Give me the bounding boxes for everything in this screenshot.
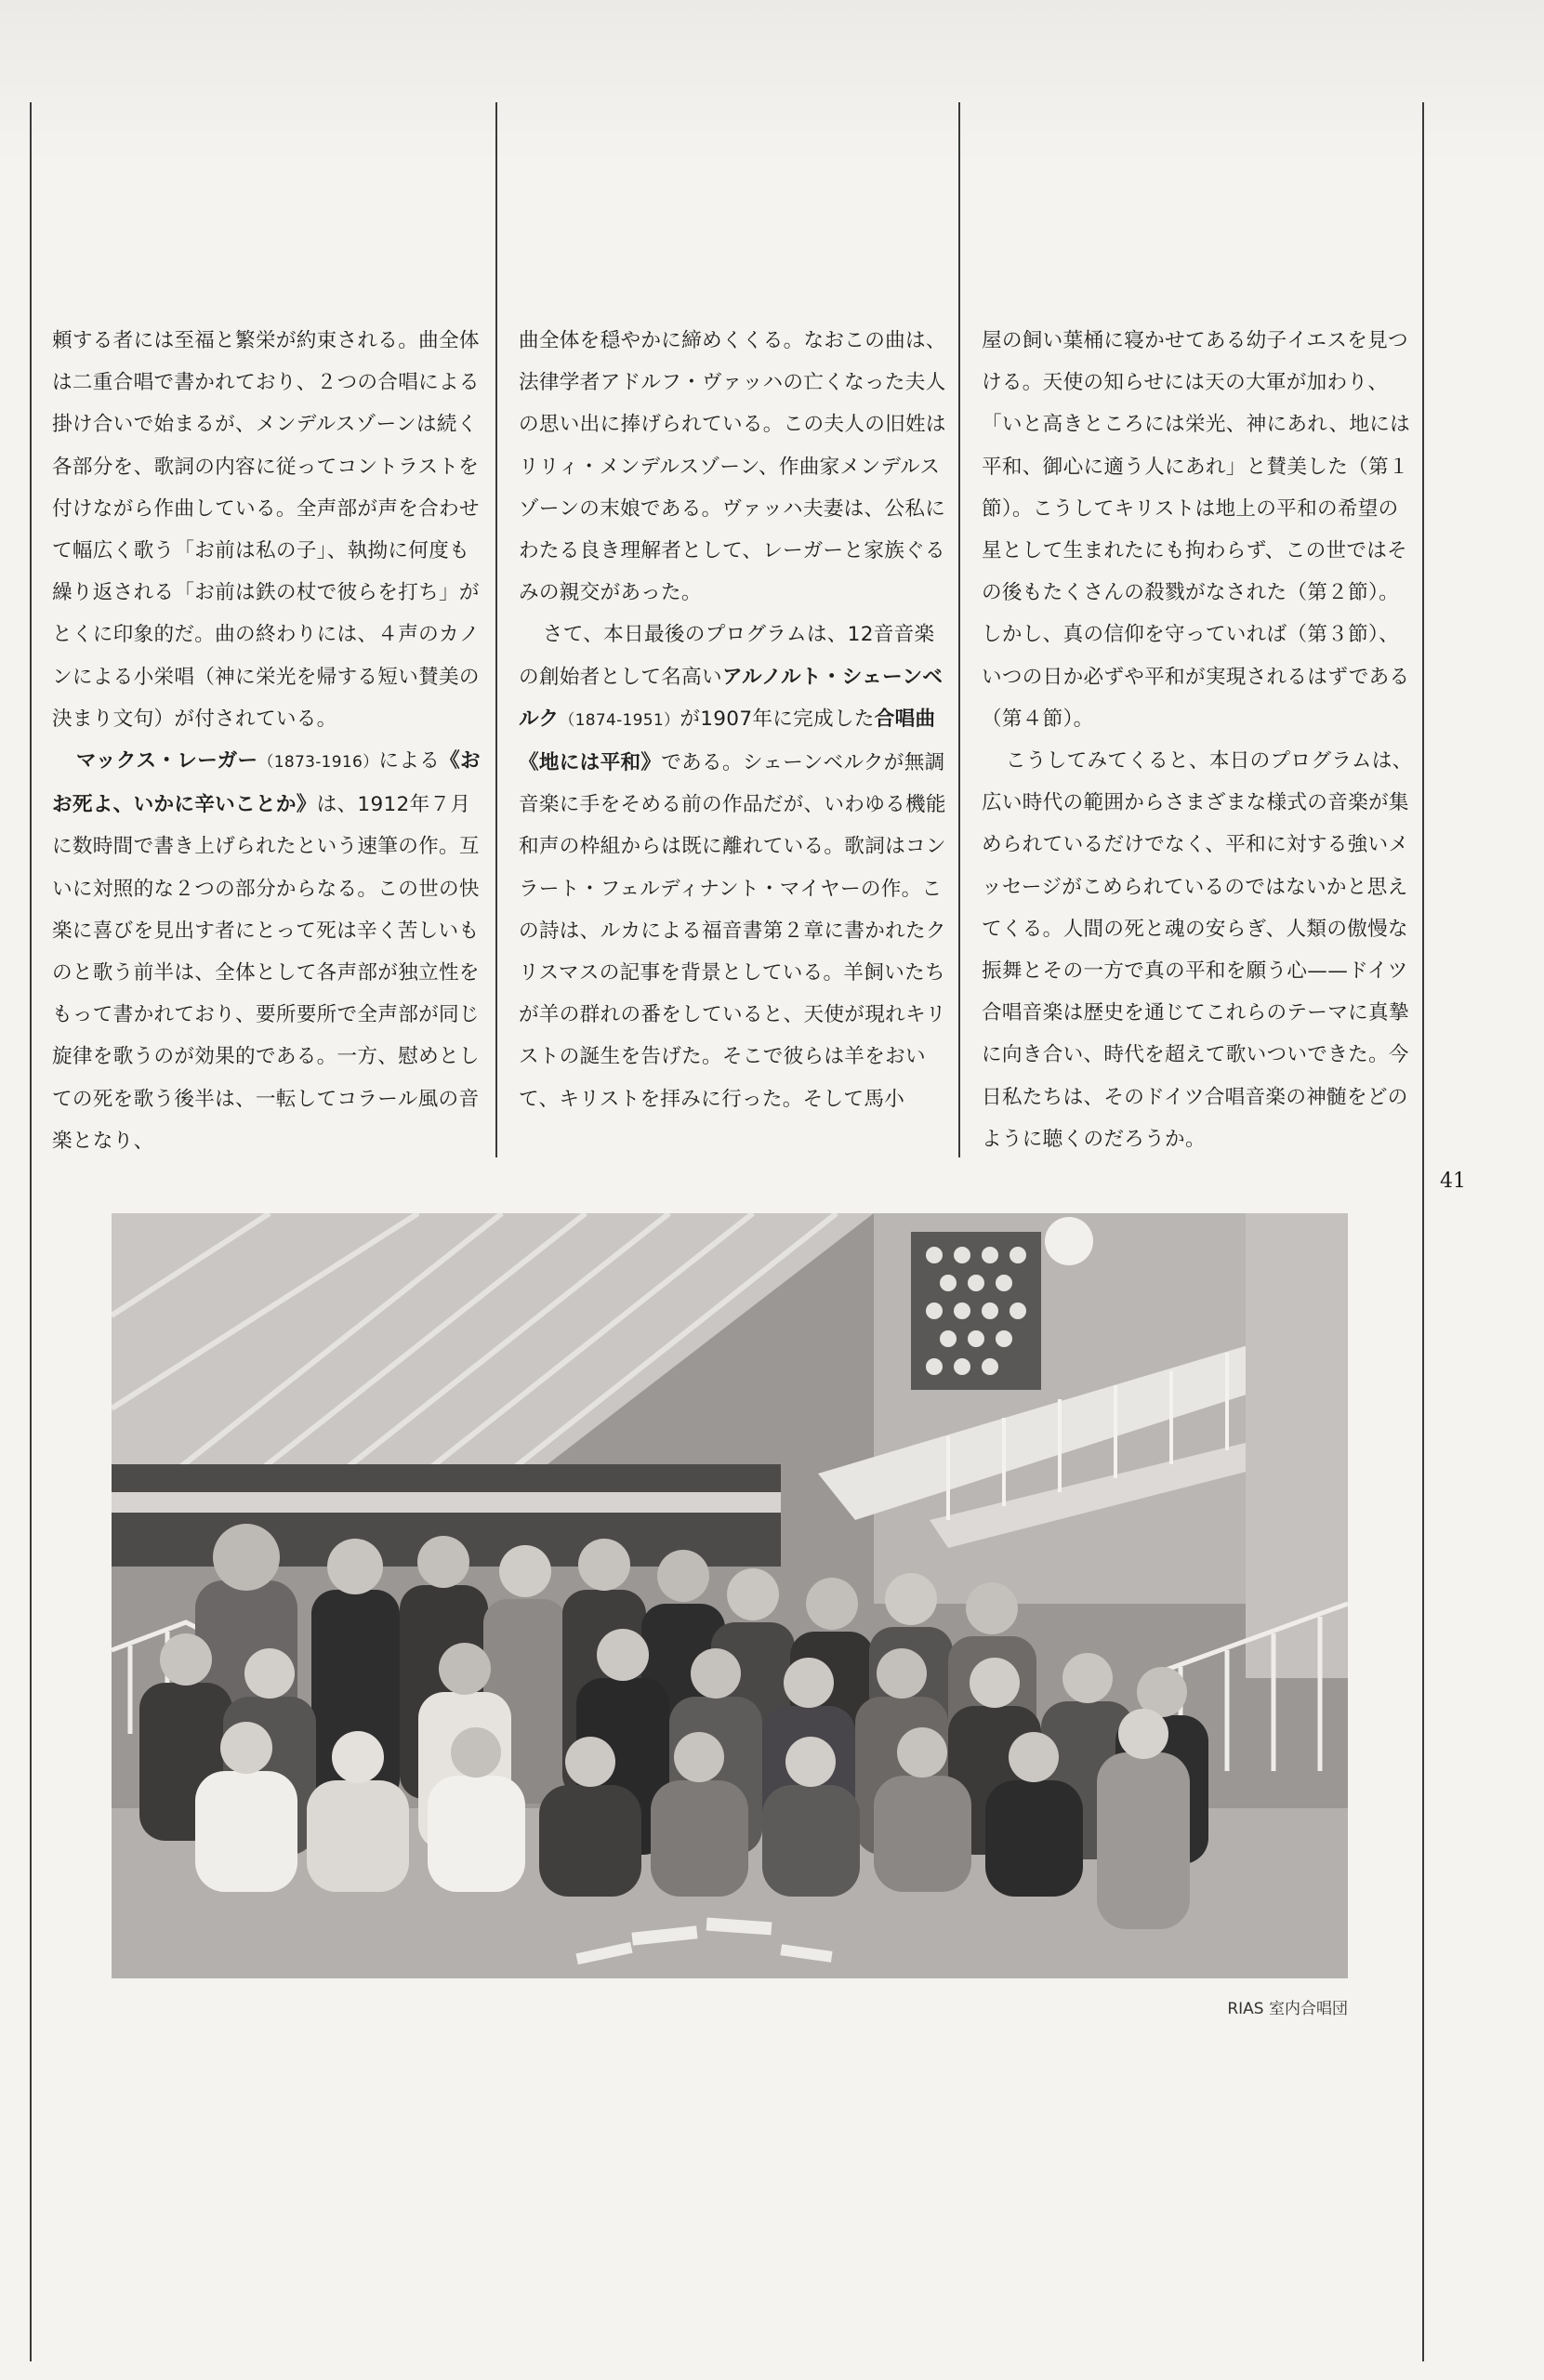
- right-margin-rule: [1422, 102, 1424, 2361]
- column1-paragraph-2: [52, 740, 487, 1162]
- composer-years-reger: （1873-1916）: [257, 753, 379, 773]
- choir-group-photo-drawing: [112, 1213, 1348, 1978]
- composer-name-reger: マックス・レーガー: [75, 749, 258, 774]
- work-title-reger: 《おお死よ、いかに辛いことか》: [52, 749, 481, 817]
- column-divider-2: [958, 102, 960, 1157]
- choir-group-photo: [112, 1213, 1348, 1978]
- page-top-shade: [0, 0, 1544, 163]
- column1-p2-connector: による: [378, 749, 441, 774]
- column2-p2-mid: が1907年に完成した: [680, 707, 875, 731]
- column2-p2-body: である。シェーンベルクが無調音楽に手をそめる前の作品だが、いわゆる機能和声の枠組からは既に離れている。歌詞はコンラート・フェルディナント・マイヤーの作。この詩は、ルカによる福音書第２章に書かれたクリスマスの記事を背景としている。羊飼いたちが羊の群れの番をしていると、天使が現れキリストの誕生を告げた。そこで彼らは羊をおいて、キリストを拝みに行った。そして馬小: [519, 751, 946, 1111]
- page-number: 41: [1440, 1170, 1466, 1193]
- composer-years-schoenberg: （1874-1951）: [559, 710, 680, 730]
- text-column-1: [52, 320, 487, 1162]
- column1-p2-body: は、1912年７月に数時間で書き上げられたという速筆の作。互いに対照的な２つの部分からなる。この世の快楽に喜びを見出す者にとって死は辛く苦しいものと歌う前半は、全体として各声部が独立性をもって書かれており、要所要所で全声部が同じ旋律を歌うのが効果的である。一方、慰めとしての死を歌う後半は、一転してコラール風の音楽となり、: [52, 793, 480, 1153]
- text-column-3: [982, 320, 1417, 1160]
- left-margin-rule: [30, 102, 32, 2361]
- column-divider-1: [495, 102, 497, 1157]
- text-column-2: [519, 320, 954, 1120]
- column1-paragraph-1: 頼する者には至福と繁栄が約束される。曲全体は二重合唱で書かれており、２つの合唱による掛け合いで始まるが、メンデルスゾーンは続く各部分を、歌詞の内容に従ってコントラストを付けながら作曲している。全声部が声を合わせて幅広く歌う「お前は私の子」、執拗に何度も繰り返される「お前は鉄の杖で彼らを打ち」がとくに印象的だ。曲の終わりには、４声のカノンによる小栄唱（神に栄光を帰する短い賛美の決まり文句）が付されている。: [52, 329, 480, 731]
- work-title-schoenberg: 合唱曲《地には平和》: [519, 707, 936, 775]
- column3-paragraph-2: こうしてみてくると、本日のプログラムは、広い時代の範囲からさまざまな様式の音楽が集められているだけでなく、平和に対する強いメッセージがこめられているのではないかと思えてくる。人間の死と魂の安らぎ、人類の傲慢な振舞とその一方で真の平和を願う心——ドイツ合唱音楽は歴史を通じてこれらのテーマに真摯に向き合い、時代を超えて歌いついできた。今日私たちは、そのドイツ合唱音楽の神髄をどのように聴くのだろうか。: [982, 749, 1413, 1151]
- photo-caption: RIAS 室内合唱団: [1227, 2000, 1348, 2018]
- column2-paragraph-1: 曲全体を穏やかに締めくくる。なおこの曲は、法律学者アドルフ・ヴァッハの亡くなった夫人の思い出に捧げられている。この夫人の旧姓はリリィ・メンデルスゾーン、作曲家メンデルスゾーンの末娘である。ヴァッハ夫妻は、公私にわたる良き理解者として、レーガーと家族ぐるみの親交があった。: [519, 329, 946, 605]
- column3-paragraph-1: 屋の飼い葉桶に寝かせてある幼子イエスを見つける。天使の知らせには天の大軍が加わり、「いと高きところには栄光、神にあれ、地には平和、御心に適う人にあれ」と賛美した（第１節）。こうしてキリストは地上の平和の希望の星として生まれたにも拘わらず、この世ではその後もたくさんの殺戮がなされた（第２節）。しかし、真の信仰を守っていれば（第３節）、いつの日か必ずや平和が実現されるはずである（第４節）。: [982, 329, 1411, 731]
- column2-p2-intro: さて、本日最後のプログラムは、12音音楽の創始者として名高い: [519, 623, 935, 689]
- composer-name-schoenberg: アルノルト・シェーンベルク: [519, 665, 944, 731]
- column2-paragraph-2: [519, 614, 954, 1119]
